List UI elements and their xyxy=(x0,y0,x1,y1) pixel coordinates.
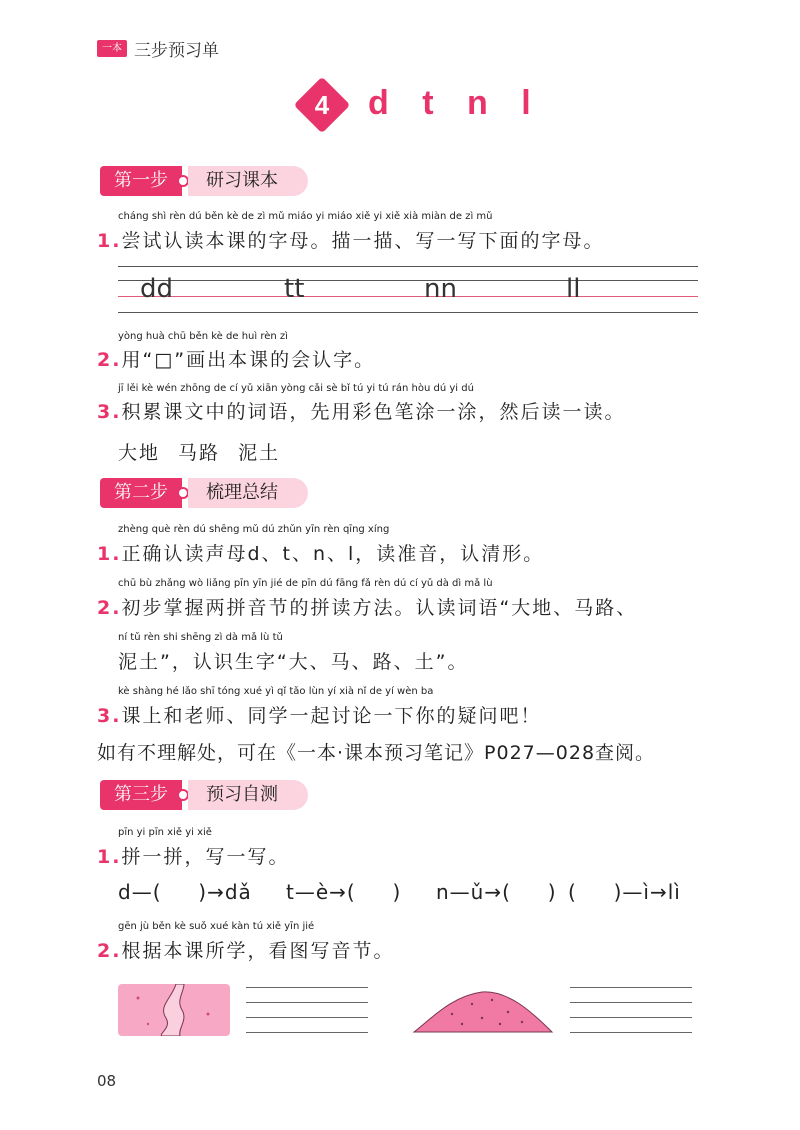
answer-line-1b[interactable] xyxy=(246,1002,368,1003)
answer-line-1c[interactable] xyxy=(246,1017,368,1018)
step3-label: 第三步 xyxy=(100,780,182,810)
spell-item-4: ( )—ì→lì xyxy=(568,880,681,904)
step3-q1-pinyin: pīn yi pīn xiě yi xiě xyxy=(118,827,212,838)
step2-q1-text: 正确认读声母d、t、n、l，读准音，认清形。 xyxy=(121,543,545,565)
writing-line-mid xyxy=(118,280,698,281)
step2-header xyxy=(100,478,320,508)
step3-q1 xyxy=(97,842,289,869)
spell-item-1: d—( )→dǎ xyxy=(118,880,252,904)
step1-name: 研习课本 xyxy=(188,166,308,196)
answer-line-2d[interactable] xyxy=(570,1032,692,1033)
step1-q3-pinyin: jī lěi kè wén zhōng de cí yǔ xiān yòng cǎi sè bǐ tú yi tú rán hòu dú yi dú xyxy=(118,383,474,394)
step2-q2b-text: 泥土”，认识生字“大、马、路、土”。 xyxy=(118,651,469,673)
step3-q2-pinyin: gēn jù běn kè suǒ xué kàn tú xiě yīn jié xyxy=(118,921,315,932)
step1-q1-pinyin: cháng shì rèn dú běn kè de zì mǔ miáo yi miáo xiě yi xiě xià miàn de zì mǔ xyxy=(118,211,493,222)
step3-q2-text: 根据本课所学，看图写音节。 xyxy=(121,940,395,962)
page-header-title: 三步预习单 xyxy=(134,41,219,61)
step2-q3-num: 3. xyxy=(97,705,122,727)
step2-note: 如有不理解处，可在《一本·课本预习笔记》P027—028查阅。 xyxy=(97,742,656,764)
step2-q2b-pinyin: ní tǔ rèn shi shēng zì dà mǎ lù tǔ xyxy=(118,632,283,643)
brand-logo: 一本 xyxy=(97,40,127,57)
step1-q2-text: 用“□”画出本课的会认字。 xyxy=(121,349,376,371)
step1-q1 xyxy=(97,226,604,253)
tracing-n: nn xyxy=(424,274,457,304)
step3-q1-text: 拼一拼，写一写。 xyxy=(121,846,290,868)
step1-header xyxy=(100,166,320,196)
tracing-l: ll xyxy=(566,274,581,304)
step2-q1-pinyin: zhèng què rèn dú shēng mǔ dú zhǔn yīn rèn qīng xíng xyxy=(118,524,390,535)
road-picture xyxy=(118,984,230,1036)
answer-line-1a[interactable] xyxy=(246,987,368,988)
step2-name: 梳理总结 xyxy=(188,478,308,508)
step1-words: 大地 马路 泥土 xyxy=(118,442,281,464)
step2-q2-pinyin: chū bù zhǎng wò liǎng pīn yīn jié de pīn dú fāng fǎ rèn dú cí yǔ dà dì mǎ lù xyxy=(118,578,493,589)
answer-line-2b[interactable] xyxy=(570,1002,692,1003)
step3-q1-num: 1. xyxy=(97,846,122,868)
step1-q3-num: 3. xyxy=(97,401,122,423)
step2-q1 xyxy=(97,539,544,566)
step2-q3 xyxy=(97,701,541,728)
step1-q2-num: 2. xyxy=(97,349,122,371)
step1-q2-pinyin: yòng huà chū běn kè de huì rèn zì xyxy=(118,331,288,342)
lesson-number: 4 xyxy=(314,90,330,120)
lesson-title-letters: d t n l xyxy=(368,84,534,122)
step3-header xyxy=(100,780,320,810)
step1-q1-text: 尝试认读本课的字母。描一描、写一写下面的字母。 xyxy=(121,230,605,252)
tracing-d: dd xyxy=(140,274,174,304)
step2-q2-text: 初步掌握两拼音节的拼读方法。认读词语“大地、马路、 xyxy=(121,597,638,619)
step1-label: 第一步 xyxy=(100,166,182,196)
step2-label: 第二步 xyxy=(100,478,182,508)
step1-q2 xyxy=(97,345,375,372)
step2-q3-text: 课上和老师、同学一起讨论一下你的疑问吧！ xyxy=(121,705,542,727)
writing-line-bottom xyxy=(118,312,698,313)
step2-q3-pinyin: kè shàng hé lǎo shī tóng xué yì qǐ tǎo lùn yí xià nǐ de yí wèn ba xyxy=(118,686,434,697)
spell-item-2: t—è→( ) xyxy=(286,880,402,904)
step3-name: 预习自测 xyxy=(188,780,308,810)
answer-line-2c[interactable] xyxy=(570,1017,692,1018)
answer-line-2a[interactable] xyxy=(570,987,692,988)
tracing-t: tt xyxy=(284,274,305,304)
soil-picture xyxy=(412,988,554,1036)
spell-item-3: n—ǔ→( ) xyxy=(436,880,557,904)
step2-q2 xyxy=(97,593,637,620)
answer-line-1d[interactable] xyxy=(246,1032,368,1033)
page-number: 08 xyxy=(97,1072,117,1090)
step2-q2-num: 2. xyxy=(97,597,122,619)
step3-q2 xyxy=(97,936,394,963)
step1-q3-text: 积累课文中的词语，先用彩色笔涂一涂，然后读一读。 xyxy=(121,401,626,423)
writing-line-top xyxy=(118,266,698,267)
step2-q1-num: 1. xyxy=(97,543,122,565)
writing-line-base xyxy=(118,296,698,297)
step1-q1-num: 1. xyxy=(97,230,122,252)
step1-q3 xyxy=(97,397,625,424)
step3-q2-num: 2. xyxy=(97,940,122,962)
